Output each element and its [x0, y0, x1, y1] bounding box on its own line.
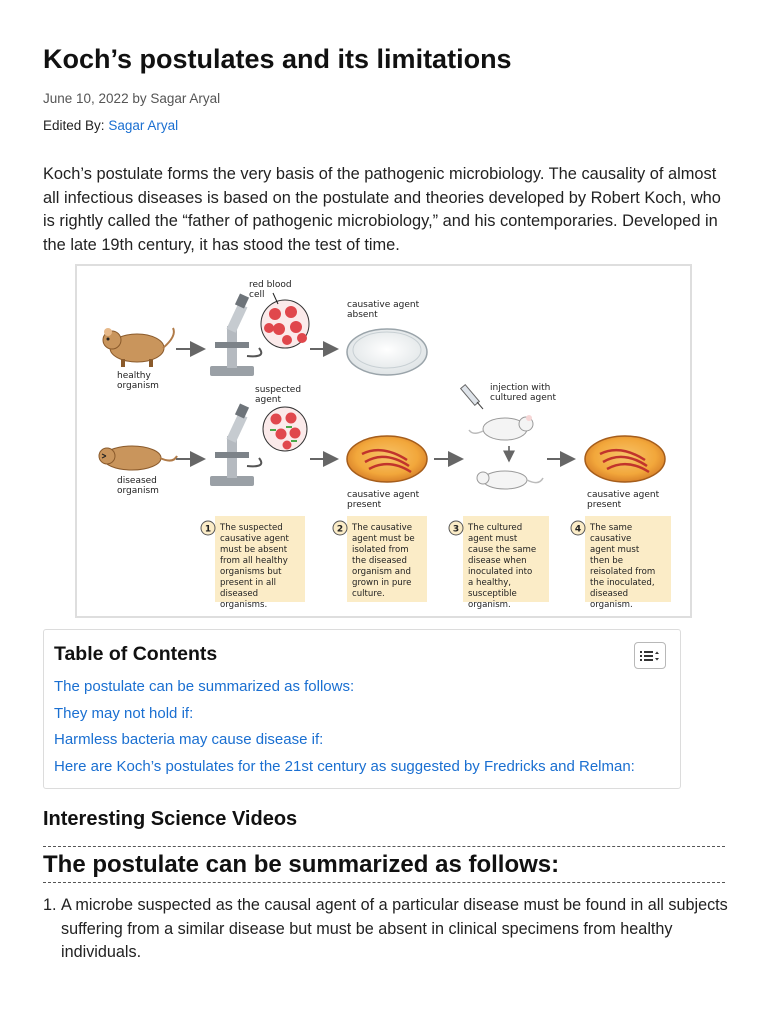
toc-link-harmless-bacteria[interactable]: Harmless bacteria may cause disease if: [54, 731, 324, 749]
list-toggle-icon [640, 650, 660, 662]
step-4-text: The same causative agent must then be reisolated from the inoculated, diseased organism. [590, 523, 656, 610]
author-name[interactable]: Sagar Aryal [150, 91, 221, 106]
injected-mouse-icon [469, 415, 533, 440]
toc-link-21st-century[interactable]: Here are Koch’s postulates for the 21st century as suggested by Fredricks and Relman: [54, 758, 635, 776]
editor-link[interactable]: Sagar Aryal [108, 118, 179, 133]
step-2-box [333, 516, 427, 602]
koch-diagram [77, 266, 690, 616]
empty-petri-dish-icon [347, 329, 427, 375]
toc-item [54, 755, 635, 782]
step-number: 3 [452, 524, 460, 535]
injection-label: cultured agent [490, 393, 556, 403]
step-1-text: The suspected causative agent must be absent from all healthy organisms but present in all diseased organisms. [220, 523, 289, 610]
toc-title: Table of Contents [54, 643, 218, 665]
section-heading-box [43, 846, 725, 883]
agent-present-label: causative agent [347, 490, 420, 500]
toc-link-may-not-hold[interactable]: They may not hold if: [54, 704, 194, 722]
suspected-agent-label: agent [255, 395, 281, 405]
agent-present-label: present [347, 500, 382, 510]
agent-present-label: present [587, 500, 622, 510]
videos-heading: Interesting Science Videos [43, 808, 298, 830]
article-date: June 10, 2022 [43, 91, 129, 106]
blood-cells-magnified-icon [261, 300, 309, 348]
postulates-list [43, 894, 733, 965]
diseased-organism-label: diseased [117, 476, 157, 486]
healthy-organism-label: organism [117, 381, 159, 391]
microscope-icon [210, 293, 254, 376]
step-number: 1 [204, 524, 212, 535]
toc-item [54, 675, 635, 702]
intro-paragraph: Koch’s postulate forms the very basis of the pathogenic microbiology. The causality of almost all infectious diseases is based on the postulate and theories developed by Robert Koch, who is rightly called the “father of pathogenic microbiology,” and his contemporaries. Developed in the late 19th century, it has stood the test of time. [43, 165, 721, 254]
koch-postulates-figure [75, 264, 692, 618]
red-blood-cell-label: cell [249, 290, 265, 300]
suspected-agent-magnified-icon [263, 407, 307, 451]
step-2-text: The causative agent must be isolated from the diseased organism and grown in pure culture. [352, 523, 415, 599]
toc-list [54, 675, 635, 782]
sick-mouse-icon [477, 471, 543, 489]
toc-link-summary[interactable]: The postulate can be summarized as follows: [54, 678, 355, 695]
edited-by [43, 118, 178, 133]
step-number: 4 [574, 524, 582, 535]
diseased-organism-label: organism [117, 486, 159, 496]
by-label: by [132, 91, 147, 106]
step-number: 2 [336, 524, 344, 535]
article-title: Koch’s postulates and its limitations [43, 44, 512, 74]
step-3-box [449, 516, 549, 610]
agent-absent-label: causative agent [347, 300, 420, 310]
microscope-icon [210, 403, 254, 486]
reisolated-culture-dish-icon [585, 436, 665, 482]
table-of-contents [43, 629, 681, 789]
step-4-box [571, 516, 671, 610]
edited-by-label: Edited By: [43, 118, 105, 133]
injection-label: injection with [490, 383, 551, 393]
list-item-text: A microbe suspected as the causal agent of a particular disease must be found in all subjects suffering from a similar disease but must be absent in clinical specimens from healthy individuals. [61, 896, 728, 961]
toc-item [54, 702, 635, 729]
suspected-agent-label: suspected [255, 385, 302, 395]
healthy-mouse-icon [103, 328, 174, 367]
section-heading: The postulate can be summarized as follows: [43, 851, 560, 878]
toc-item [54, 728, 635, 755]
list-item [43, 894, 733, 965]
toc-toggle-button[interactable] [634, 642, 666, 669]
red-blood-cell-label: red blood [249, 280, 292, 290]
culture-dish-icon [347, 436, 427, 482]
step-3-text: The cultured agent must cause the same disease when inoculated into a healthy, susceptible organism. [468, 523, 537, 610]
diseased-mouse-icon [99, 446, 177, 470]
article-meta [43, 91, 220, 106]
agent-present-label: causative agent [587, 490, 660, 500]
healthy-organism-label: healthy [117, 371, 151, 381]
agent-absent-label: absent [347, 310, 378, 320]
syringe-icon [461, 385, 483, 409]
step-1-box [201, 516, 305, 610]
list-number: 1. [43, 896, 57, 914]
